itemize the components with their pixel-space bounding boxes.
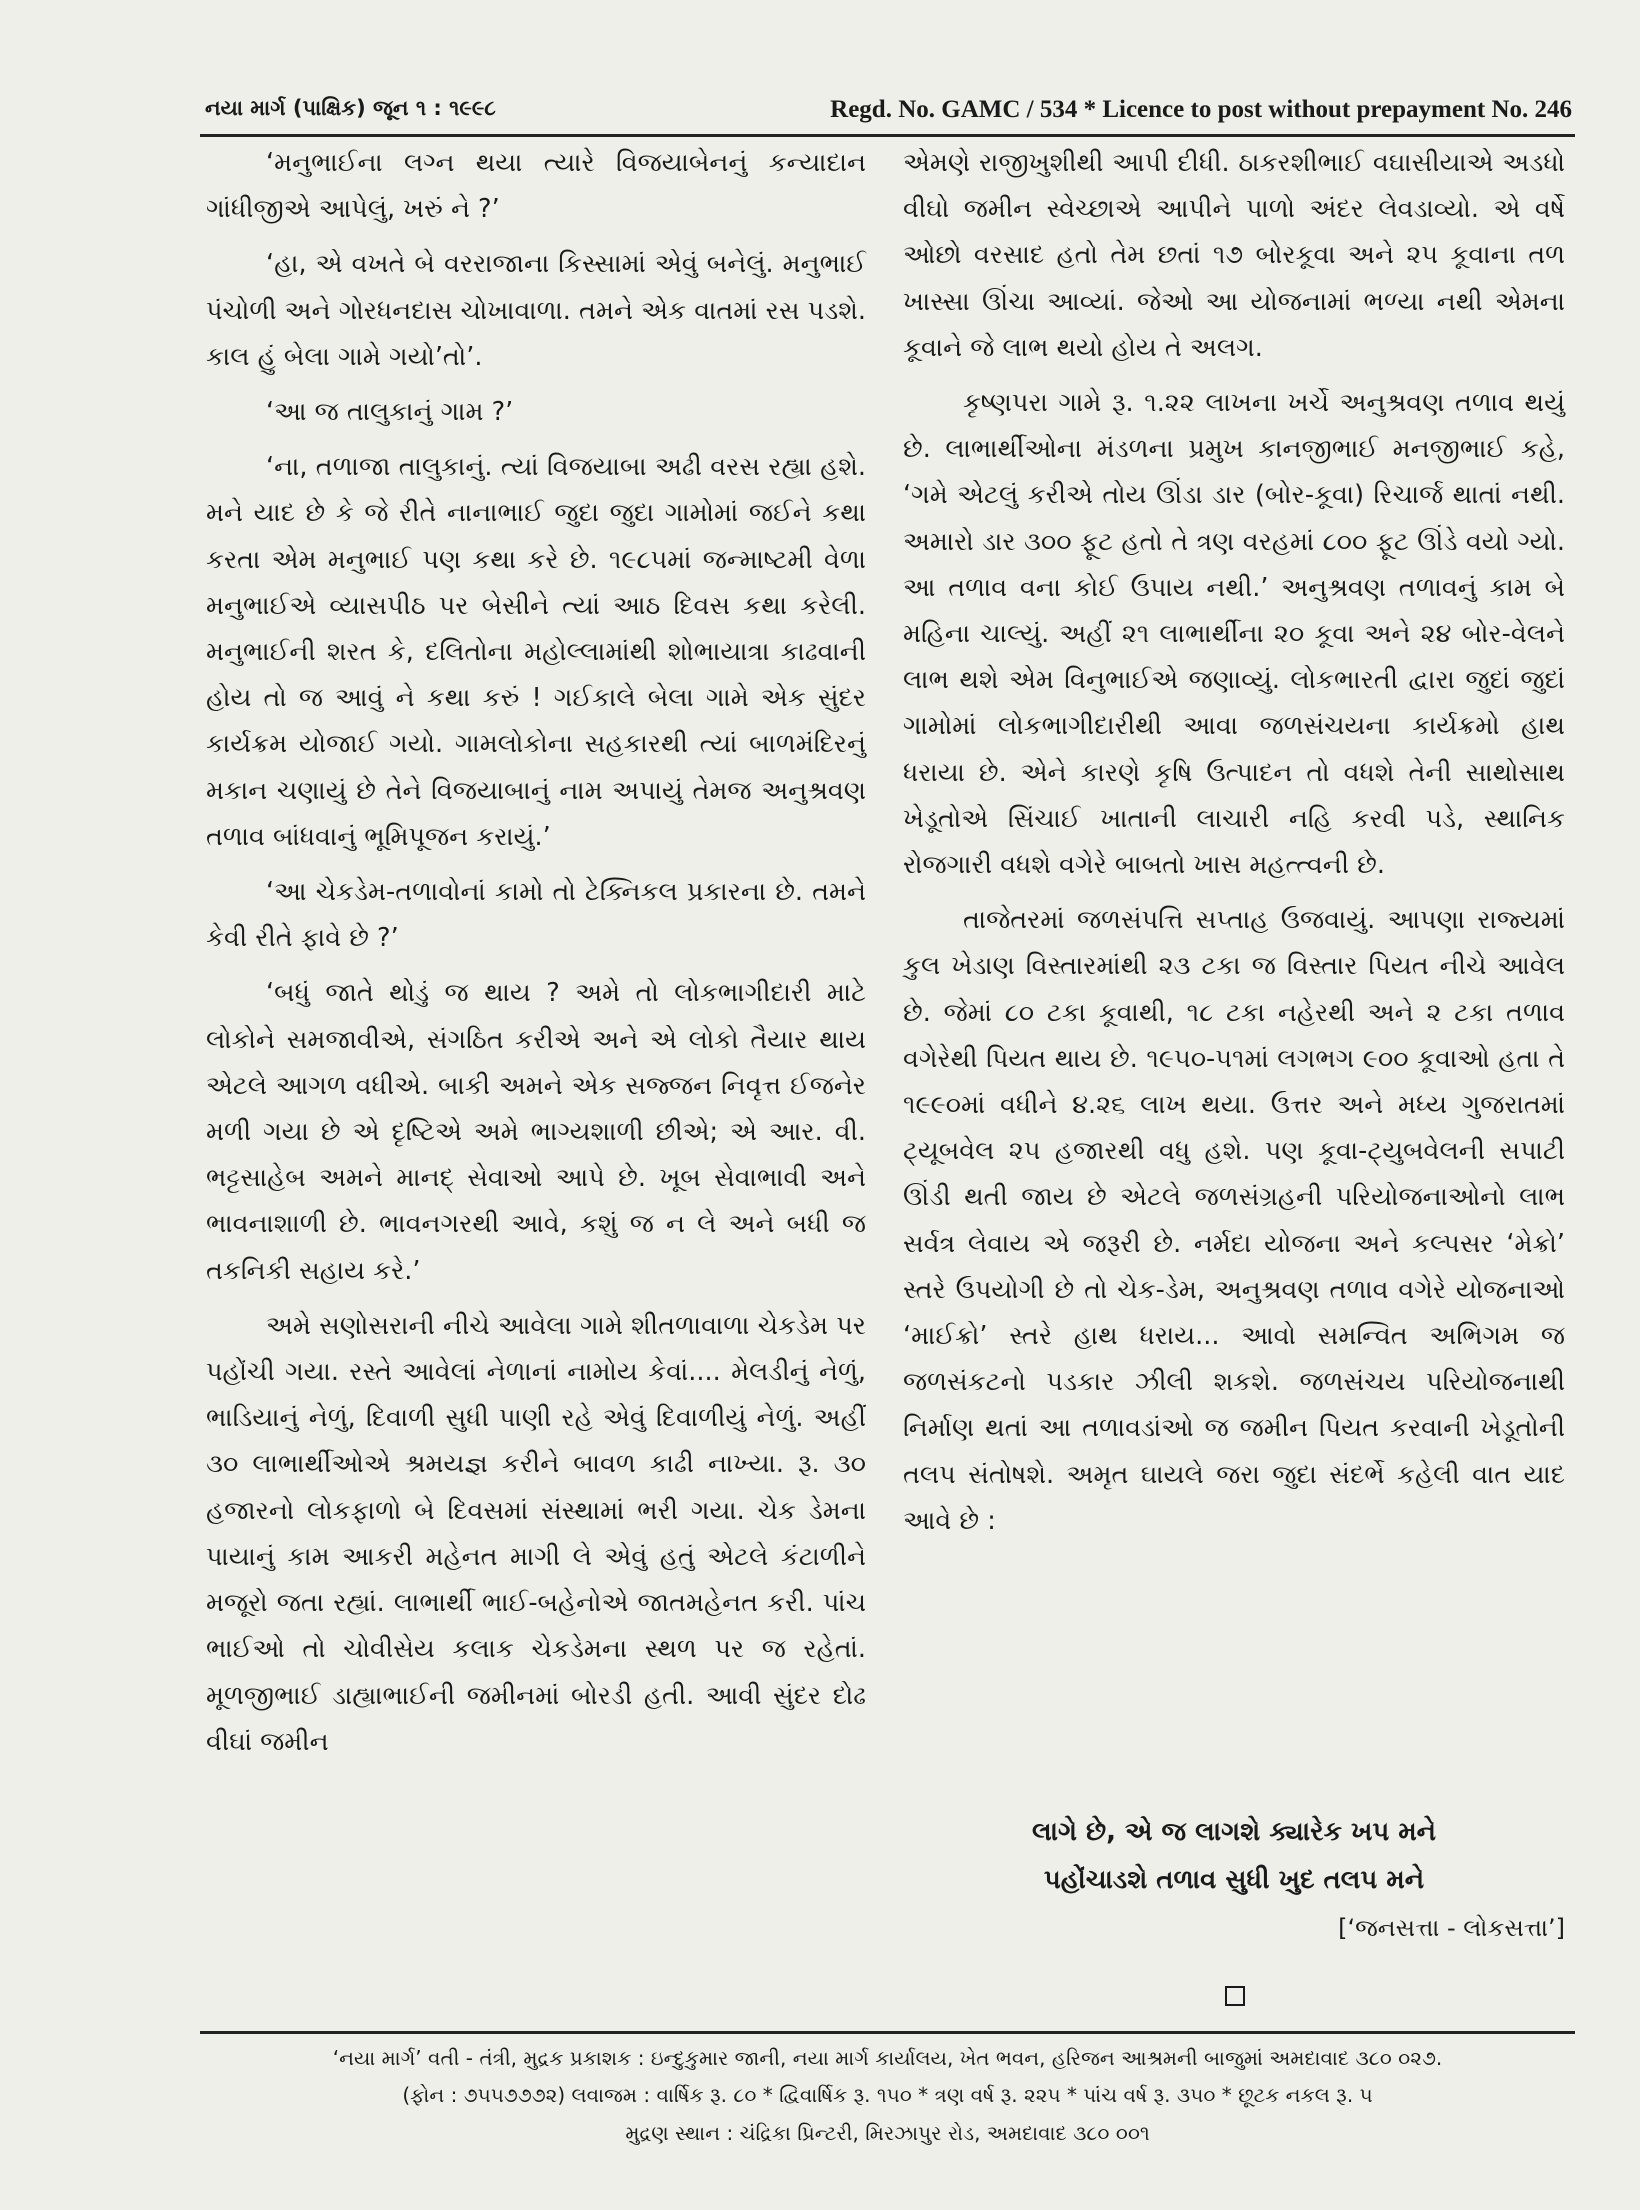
paragraph: ‘આ જ તાલુકાનું ગામ ?’ — [266, 397, 514, 428]
paragraph: અમે સણોસરાની નીચે આવેલા ગામે શીતળાવાળા ચેકડેમ પર પહોંચી ગયા. રસ્તે આવેલાં નેળાનાં નામોય કેવાં.... મેલડીનું નેળું, ભાડિયાનું નેળું, દિવાળી સુધી પાણી રહે એવું દિવાળીયું નેળું. અહીં ૩૦ લાભાર્થીઓએ શ્રમયજ્ઞ કરીને બાવળ કાઢી નાખ્યા. રૂ. ૩૦ હજારનો લોકફાળો બે દિવસમાં સંસ્થામાં ભરી ગયા. ચેક ડેમના પાયાનું કામ આકરી મહેનત માગી લે એવું હતું એટલે કંટાળીને મજૂરો જતા રહ્યાં. લાભાર્થી ભાઈ-બહેનોએ જાતમહેનત કરી. પાંચ ભાઈઓ તો ચોવીસેય કલાક ચેકડેમના સ્થળ પર જ રહેતાં. મૂળજીભાઈ ડાહ્યાભાઈની જમીનમાં બોરડી હતી. આવી સુંદર દોઢ વીઘાં જમીન — [206, 1310, 866, 1757]
left-column — [206, 140, 866, 1765]
paragraph: ‘ના, તળાજા તાલુકાનું. ત્યાં વિજયાબા અઢી વરસ રહ્યા હશે. મને યાદ છે કે જે રીતે નાનાભાઈ જુદા જુદા ગામોમાં જઈને કથા કરતા એમ મનુભાઈ પણ કથા કરે છે. ૧૯૮૫માં જન્માષ્ટમી વેળા મનુભાઈએ વ્યાસપીઠ પર બેસીને ત્યાં આઠ દિવસ કથા કરેલી. મનુભાઈની શરત કે, દલિતોના મહોલ્લામાંથી શોભાયાત્રા કાઢવાની હોય તો જ આવું ને કથા કરું ! ગઈકાલે બેલા ગામે એક સુંદર કાર્યક્રમ યોજાઈ ગયો. ગામલોકોના સહકારથી ત્યાં બાળમંદિરનું મકાન ચણાયું છે તેને વિજયાબાનું નામ અપાયું તેમજ અનુશ્રવણ તળાવ બાંધવાનું ભૂમિપૂજન કરાયું.’ — [206, 452, 866, 852]
paragraph: ‘હા, એ વખતે બે વરરાજાના કિસ્સામાં એવું બનેલું. મનુભાઈ પંચોળી અને ગોરધનદાસ ચોખાવાળા. તમને એક વાતમાં રસ પડશે. કાલ હું બેલા ગામે ગયો’તો’. — [206, 249, 866, 372]
footer-publisher-line: ‘નયા માર્ગ’ વતી - તંત્રી, મુદ્રક પ્રકાશક : ઇન્દુકુમાર જાની, નયા માર્ગ કાર્યાલય, ખેત ભવન, હરિજન આશ્રમની બાજુમાં અમદાવાદ ૩૮૦ ૦૨૭. — [332, 2046, 1443, 2070]
paragraph: ‘બધું જાતે થોડું જ થાય ? અમે તો લોકભાગીદારી માટે લોકોને સમજાવીએ, સંગઠિત કરીએ અને એ લોકો તૈયાર થાય એટલે આગળ વધીએ. બાકી અમને એક સજ્જન નિવૃત્ત ઈજનેર મળી ગયા છે એ દૃષ્ટિએ અમે ભાગ્યશાળી છીએ; એ આર. વી. ભટ્ટસાહેબ અમને માનદ્ સેવાઓ આપે છે. ખૂબ સેવાભાવી અને ભાવનાશાળી છે. ભાવનગરથી આવે, કશું જ ન લે અને બધી જ તકનિકી સહાય કરે.’ — [206, 978, 866, 1286]
paragraph: એમણે રાજીખુશીથી આપી દીધી. ઠાકરશીભાઈ વઘાસીયાએ અડધો વીઘો જમીન સ્વેચ્છાએ આપીને પાળો અંદર લેવડાવ્યો. એ વર્ષે ઓછો વરસાદ હતો તેમ છતાં ૧૭ બોરકૂવા અને ૨૫ કૂવાના તળ ખાસ્સા ઊંચા આવ્યાં. જેઓ આ યોજનામાં ભળ્યા નથી એમના કૂવાને જે લાભ થયો હોય તે અલગ. — [903, 148, 1565, 363]
paragraph: તાજેતરમાં જળસંપત્તિ સપ્તાહ ઉજવાયું. આપણા રાજ્યમાં કુલ ખેડાણ વિસ્તારમાંથી ૨૩ ટકા જ વિસ્તાર પિયત નીચે આવેલ છે. જેમાં ૮૦ ટકા કૂવાથી, ૧૮ ટકા નહેરથી અને ૨ ટકા તળાવ વગેરેથી પિયત થાય છે. ૧૯૫૦-૫૧માં લગભગ ૯૦૦ કૂવાઓ હતા તે ૧૯૯૦માં વધીને ૪.૨૬ લાખ થયા. ઉત્તર અને મધ્ય ગુજરાતમાં ટ્યૂબવેલ ૨૫ હજારથી વધુ હશે. પણ કૂવા-ટ્યુબવેલની સપાટી ઊંડી થતી જાય છે એટલે જળસંગ્રહની પરિયોજનાઓનો લાભ સર્વત્ર લેવાય એ જરૂરી છે. નર્મદા યોજના અને કલ્પસર ‘મેક્રો’ સ્તરે ઉપયોગી છે તો ચેક-ડેમ, અનુશ્રવણ તળાવ વગેરે યોજનાઓ ‘માઈક્રો’ સ્તરે હાથ ધરાય... આવો સમન્વિત અભિગમ જ જળસંકટનો પડકાર ઝીલી શકશે. જળસંચય પરિયોજનાથી નિર્માણ થતાં આ તળાવડાંઓ જ જમીન પિયત કરવાની ખેડૂતોની તલપ સંતોષશે. અમૃત ઘાયલે જરા જુદા સંદર્ભે કહેલી વાત યાદ આવે છે : — [903, 905, 1565, 1536]
poem-line: લાગે છે, એ જ લાગશે ક્યારેક ખપ મને — [1031, 1817, 1437, 1847]
paragraph: કૃષ્ણપરા ગામે રૂ. ૧.૨૨ લાખના ખર્ચે અનુશ્રવણ તળાવ થયું છે. લાભાર્થીઓના મંડળના પ્રમુખ કાનજીભાઈ મનજીભાઈ કહે, ‘ગમે એટલું કરીએ તોય ઊંડા ડાર (બોર-કૂવા) રિચાર્જ થાતાં નથી. અમારો ડાર ૩૦૦ ફૂટ હતો તે ત્રણ વરહમાં ૮૦૦ ફૂટ ઊંડે વયો ગ્યો. આ તળાવ વના કોઈ ઉપાય નથી.’ અનુશ્રવણ તળાવનું કામ બે મહિના ચાલ્યું. અહીં ૨૧ લાભાર્થીના ૨૦ કૂવા અને ૨૪ બોર-વેલને લાભ થશે એમ વિનુભાઈએ જણાવ્યું. લોકભારતી દ્વારા જુદાં જુદાં ગામોમાં લોકભાગીદારીથી આવા જળસંચયના કાર્યક્રમો હાથ ધરાયા છે. એને કારણે કૃષિ ઉત્પાદન તો વધશે તેની સાથોસાથ ખેડૂતોએ સિંચાઈ ખાતાની લાચારી નહિ કરવી પડે, સ્થાનિક રોજગારી વધશે વગેરે બાબતો ખાસ મહત્ત્વની છે. — [903, 388, 1565, 881]
paragraph: ‘આ ચેકડેમ-તળાવોનાં કામો તો ટેક્નિકલ પ્રકારના છે. તમને કેવી રીતે ફાવે છે ?’ — [206, 877, 866, 954]
running-header-right: Regd. No. GAMC / 534 * Licence to post without prepayment No. 246 — [830, 96, 1572, 123]
footer-printer-line: મુદ્રણ સ્થાન : ચંદ્રિકા પ્રિન્ટરી, મિરઝાપુર રોડ, અમદાવાદ ૩૮૦ ૦૦૧ — [625, 2121, 1150, 2145]
source-citation: [‘જનસત્તા - લોકસત્તા’] — [1338, 1914, 1565, 1942]
header-rule — [200, 134, 1575, 137]
end-of-article-mark — [1225, 1986, 1245, 2006]
poem-line: પહોંચાડશે તળાવ સુધી ખુદ તલપ મને — [1043, 1865, 1425, 1895]
footer-subscription-line: (ફોન : ૭૫૫૭૭૭૨) લવાજમ : વાર્ષિક રૂ. ૮૦ * દ્વિવાર્ષિક રૂ. ૧૫૦ * ત્રણ વર્ષ રૂ. ૨૨૫ * પાંચ વર્ષ રૂ. ૩૫૦ * છૂટક નકલ રૂ. ૫ — [402, 2083, 1373, 2107]
footer-rule — [200, 2031, 1575, 2034]
paragraph: ‘મનુભાઈના લગ્ન થયા ત્યારે વિજયાબેનનું કન્યાદાન ગાંધીજીએ આપેલું, ખરું ને ?’ — [206, 148, 866, 225]
running-header-left: નયા માર્ગ (પાક્ષિક) જૂન ૧ : ૧૯૯૮ — [205, 96, 496, 120]
right-column — [903, 140, 1565, 1544]
